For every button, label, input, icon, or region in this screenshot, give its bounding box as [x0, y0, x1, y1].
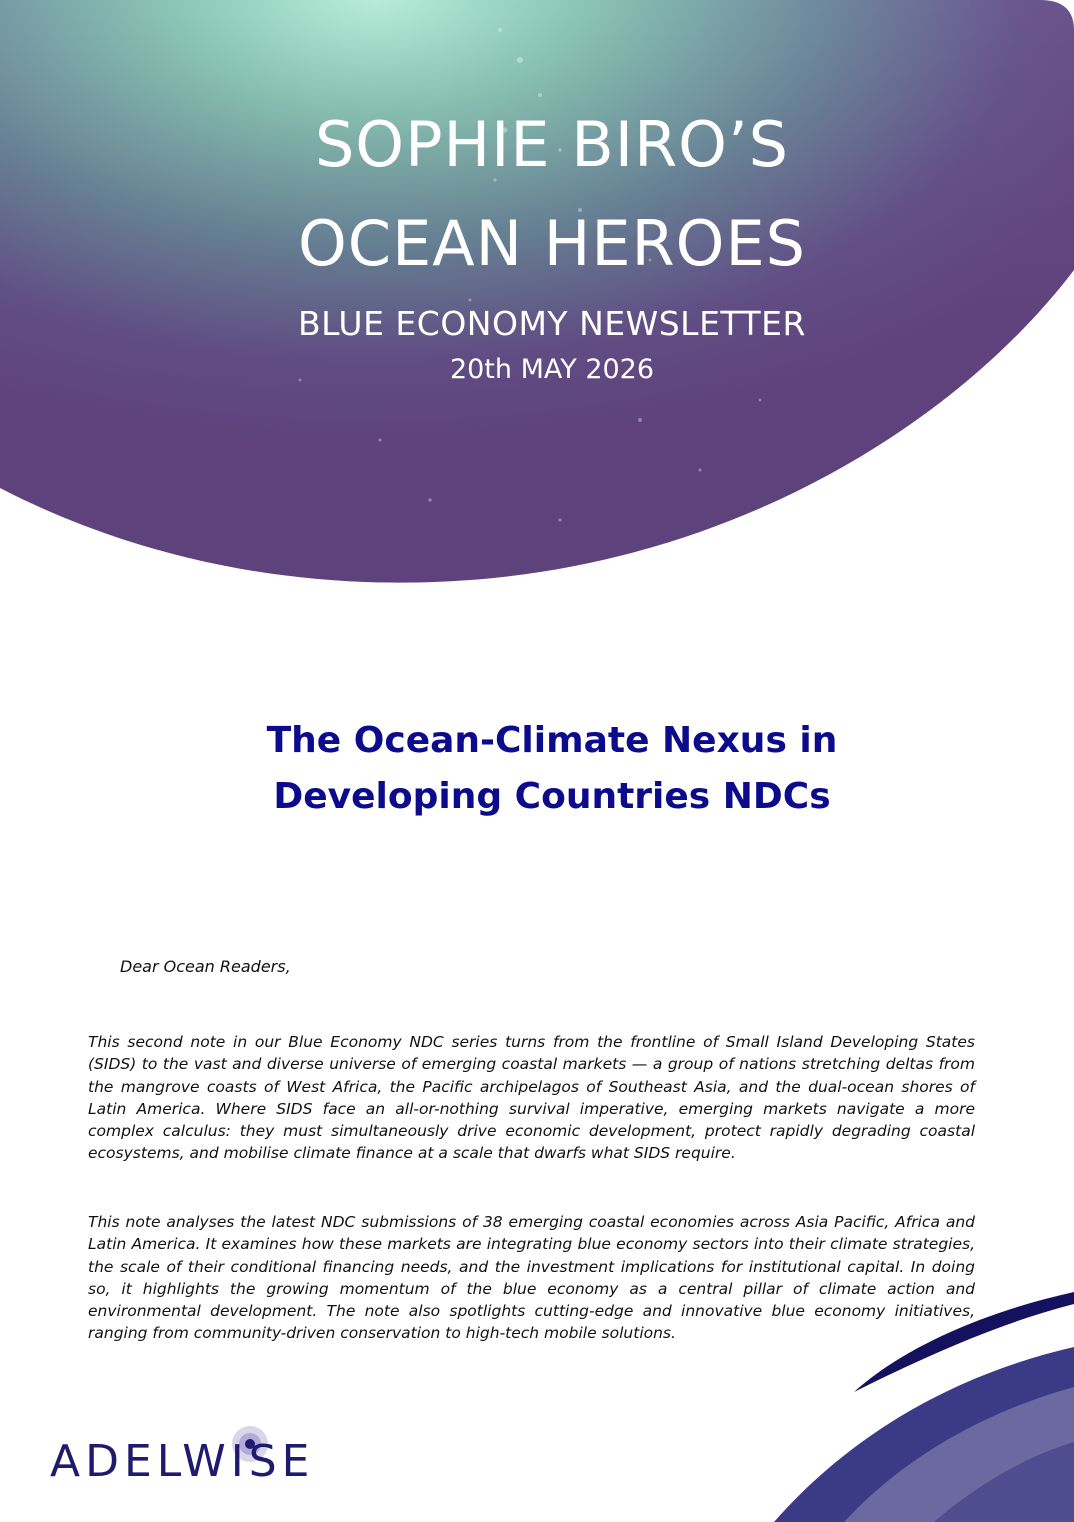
article-title-line-2: Developing Countries NDCs [273, 776, 831, 817]
article-title [0, 713, 1074, 825]
newsletter-date: 20th MAY 2026 [449, 354, 655, 385]
intro-paragraph: This second note in our Blue Economy NDC series turns from the frontline of Small Island Developing States (SIDS) to the vast and diverse universe of emerging coastal markets — a group of nations stretching deltas from the mangrove coasts of West Africa, the Pacific archipelagos of Southeast Asia, and the dual-ocean shores of Latin America. Where SIDS face an all-or-nothing survival imperative, emerging markets navigate a more complex calculus: they must simultaneously drive economic development, protect rapidly degrading coastal ecosystems, and mobilise climate finance at a scale that dwarfs what SIDS require. [88, 1033, 975, 1163]
logo-wordmark: ADELWISE [50, 1436, 315, 1487]
newsletter-subtitle: BLUE ECONOMY NEWSLETTER [298, 304, 806, 343]
article-title-line-1: The Ocean-Climate Nexus in [266, 720, 838, 761]
newsletter-name-title: OCEAN HEROES [298, 207, 806, 280]
greeting: Dear Ocean Readers, [120, 957, 291, 976]
adelwise-logo [50, 1420, 340, 1490]
analysis-paragraph: This note analyses the latest NDC submissions of 38 emerging coastal economies across Asia Pacific, Africa and Latin America. It examines how these markets are integrating blue economy sectors into their climate strategies, the scale of their conditional financing needs, and the investment implications for institutional capital. In doing so, it highlights the growing momentum of the blue economy as a central pillar of climate action and environmental development. The note also spotlights cutting-edge and innovative blue economy initiatives, ranging from community-driven conservation to high-tech mobile solutions. [88, 1213, 975, 1343]
corner-wave-decoration [734, 1292, 1074, 1522]
newsletter-author-title: SOPHIE BIRO’S [314, 108, 790, 181]
hero-ocean-banner [0, 0, 1074, 600]
